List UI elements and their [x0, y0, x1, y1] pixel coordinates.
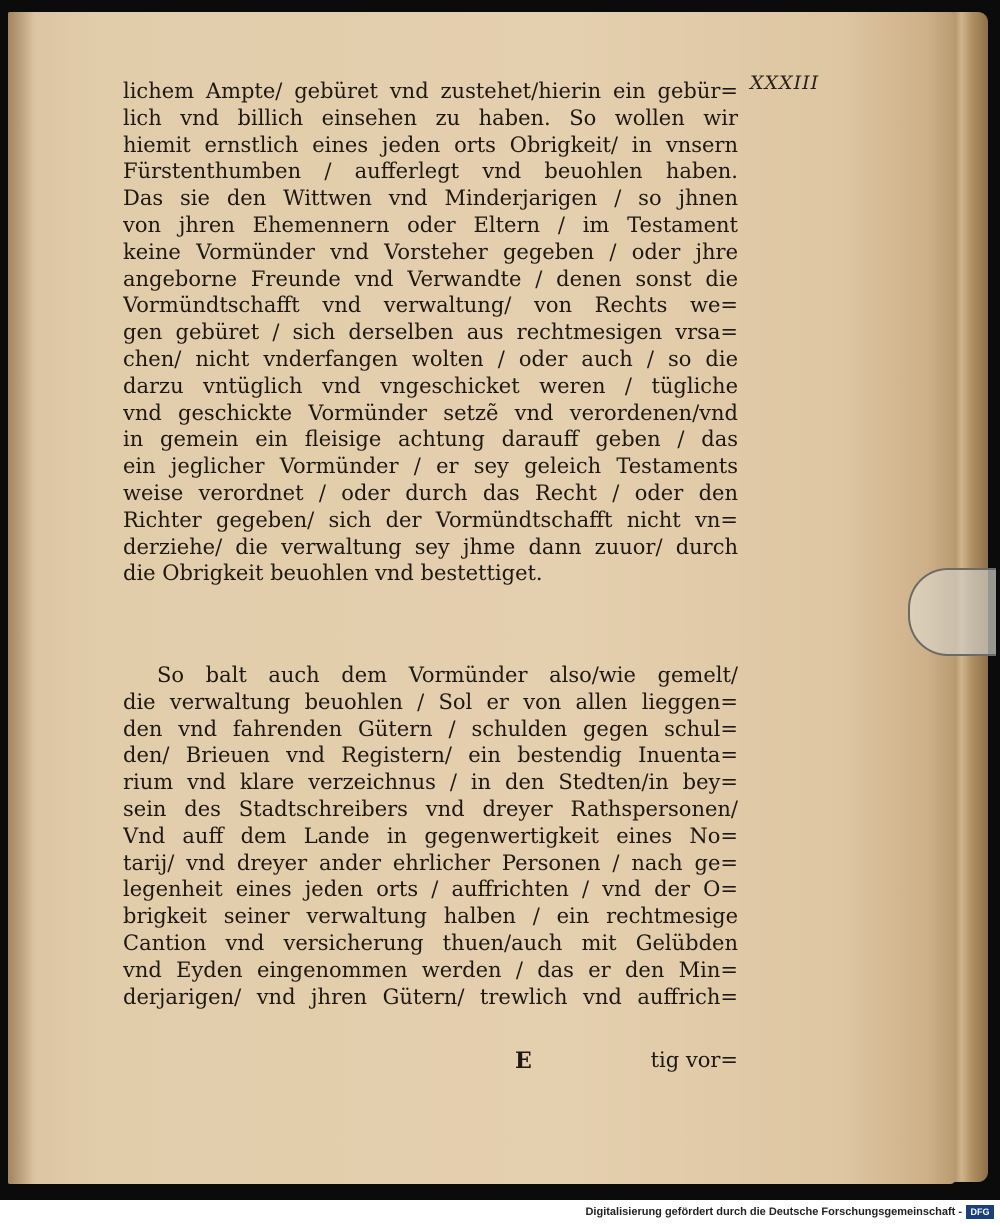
- text-line: So balt auch dem Vormünder also/wie gemelt/: [157, 663, 738, 687]
- gutter-shadow: [8, 12, 34, 1184]
- text-line: legenheit eines jeden orts / auffrichten / vnd der O=: [123, 877, 738, 902]
- text-line: gen gebüret / sich derselben aus rechtmesigen vrsa=: [123, 320, 738, 345]
- footer-bar: [0, 1200, 1000, 1225]
- text-line: Vnd auff dem Lande in gegenwertigkeit eines No=: [123, 823, 738, 848]
- text-line: die Obrigkeit beuohlen vnd bestettiget.: [123, 561, 543, 586]
- dfg-logo-icon[interactable]: DFG: [966, 1205, 994, 1219]
- text-line: sein des Stadtschreibers vnd dreyer Rathspersonen/: [123, 796, 738, 821]
- funding-credit: Digitalisierung gefördert durch die Deutsche Forschungsgemeinschaft -: [585, 1206, 962, 1218]
- text-line: brigkeit seiner verwaltung halben / ein rechtmesige: [123, 904, 738, 929]
- text-line: Cantion vnd versicherung thuen/auch mit Gelübden: [123, 930, 738, 955]
- paragraph-2: [123, 662, 738, 1010]
- text-line: Richter gegeben/ sich der Vormündtschafft nicht vn=: [123, 507, 738, 532]
- text-line: weise verordnet / oder durch das Recht / oder den: [123, 480, 738, 505]
- text-line: Das sie den Wittwen vnd Minderjarigen / so jhnen: [123, 186, 738, 211]
- page-clip: [908, 568, 996, 656]
- text-line: hiemit ernstlich eines jeden orts Obrigkeit/ in vnsern: [123, 132, 738, 157]
- text-line: von jhren Ehemennern oder Eltern / im Testament: [123, 212, 738, 237]
- text-line: derziehe/ die verwaltung sey jhme dann zuuor/ durch: [123, 534, 738, 559]
- text-line: den/ Brieuen vnd Registern/ ein bestendig Inuenta=: [123, 743, 738, 768]
- text-line: den vnd fahrenden Gütern / schulden gegen schul=: [123, 716, 738, 741]
- text-line: die verwaltung beuohlen / Sol er von allen lieggen=: [123, 689, 738, 714]
- catchword: tig vor=: [650, 1048, 738, 1072]
- text-line: in gemein ein fleisige achtung darauff geben / das: [123, 427, 738, 452]
- folio-number: XXXIII: [750, 72, 820, 94]
- text-line: tarij/ vnd dreyer ander ehrlicher Personen / nach ge=: [123, 850, 738, 875]
- book-page: [8, 12, 956, 1184]
- text-line: Fürstenthumben / aufferlegt vnd beuohlen haben.: [123, 159, 738, 184]
- text-line: lich vnd billich einsehen zu haben. So wollen wir: [123, 105, 738, 130]
- text-line: vnd Eyden eingenommen werden / das er den Min=: [123, 957, 738, 982]
- text-line: keine Vormünder vnd Vorsteher gegeben / oder jhre: [123, 239, 738, 264]
- text-line: chen/ nicht vnderfangen wolten / oder auch / so die: [123, 346, 738, 371]
- text-line: darzu vntüglich vnd vngeschicket weren / tügliche: [123, 373, 738, 398]
- page-foot: [123, 1048, 738, 1076]
- text-line: vnd geschickte Vormünder setzẽ vnd verordenen/vnd: [123, 400, 738, 425]
- text-line: Vormündtschafft vnd verwaltung/ von Rechts we=: [123, 293, 738, 318]
- text-line: ein jeglicher Vormünder / er sey geleich Testaments: [123, 454, 738, 479]
- signature-mark: E: [515, 1048, 532, 1074]
- paragraph-1: [123, 78, 738, 587]
- text-line: lichem Ampte/ gebüret vnd zustehet/hierin ein gebür=: [123, 79, 738, 103]
- text-line: angeborne Freunde vnd Verwandte / denen sonst die: [123, 266, 738, 291]
- text-line: rium vnd klare verzeichnus / in den Stedten/in bey=: [123, 770, 738, 795]
- text-line: derjarigen/ vnd jhren Gütern/ trewlich vnd auffrich=: [123, 984, 738, 1009]
